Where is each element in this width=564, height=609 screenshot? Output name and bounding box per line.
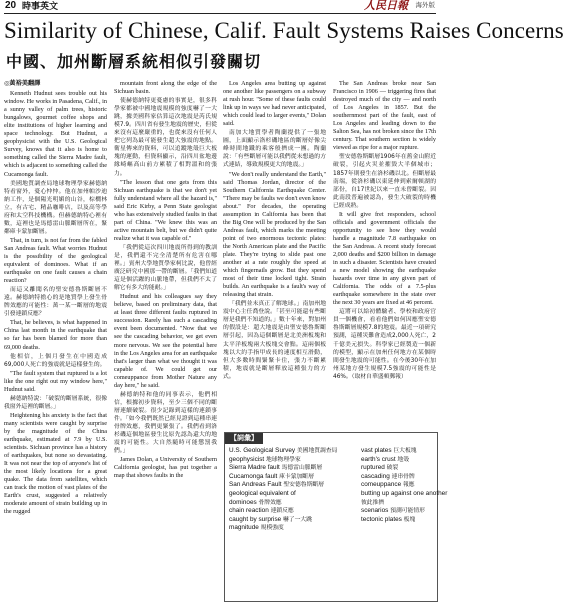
vocab-term: tectonic plates — [361, 515, 402, 523]
paragraph: 美國地質調查局地球物理學家赫德納特看窗外，憂心忡忡。他在加州帕沙迪納工作，是個陽光明媚的山谷，棕櫚林立，有古宅、精品咖啡店，以及高等學府和太空科技機構。但赫德納特心裡有數，這裡也是馬德雷山脈斷層所在，緊鄰庫卡蒙加斷層。 — [4, 180, 107, 235]
vocabulary-title: 【詞彙】 — [225, 433, 263, 444]
paragraph: 而這又離聞名的聖安德魯斯斷層不遠。赫德納特擔心的是地質學上發生骨牌效應的可能性：萬一某一斷層的地震引發連鎖反應？ — [4, 287, 107, 318]
vocabulary-list-left — [229, 447, 357, 533]
vocab-term: U.S. Geological Survey — [229, 447, 296, 454]
vocab-translation: 預測可能情形 — [390, 508, 425, 515]
vocab-item — [229, 481, 357, 490]
vocab-term: Cucamonga fault — [229, 472, 278, 480]
vocab-term: geological equivalent of — [229, 489, 296, 497]
vocabulary-list-right — [361, 447, 448, 524]
paragraph: 赫德納特和他的同事表示，他們相信，根據初步資料，至少三個不同的斷層連續破裂。很少記錄到這樣的連鎖事件。「如今我們既然已經見證到這種串連骨牌效應，我們更緊張了。我們看到洛杉磯這個地區發生比原先認為還大的地震的可能性。大自然隨時可能懲罰我們。」 — [114, 391, 217, 455]
paragraph: 赫德納特說：「破裂的斷層系統，很像我窗外這裡的斷層。」 — [4, 395, 107, 410]
section-name: 時事英文 — [22, 1, 59, 11]
vocab-translation: 地球物理學家 — [265, 456, 301, 463]
vocab-term: San Andreas Fault — [229, 481, 282, 489]
vocab-translation: 規模強度 — [260, 525, 284, 532]
vocab-item — [229, 464, 357, 473]
paragraph: James Dolan, a University of Southern California geologist, has put together a map that shows faults in the — [114, 456, 217, 480]
vocab-item — [361, 481, 435, 490]
paragraph: 他相信，上個月發生在中國造成69,000人死亡的強震就是這樣發生的。 — [4, 353, 107, 368]
vocab-translation: 彼此推擠 — [361, 499, 385, 506]
vocab-item — [229, 447, 357, 456]
article-column-3 — [223, 80, 326, 380]
vocab-term: ruptured — [361, 464, 385, 472]
vocab-term: caught by surprise — [229, 515, 282, 523]
page-number: 20 — [5, 0, 17, 11]
vocab-translation: 馬德雷山脈斷層 — [281, 465, 323, 472]
vocabulary-box — [224, 432, 448, 602]
paragraph: It will give fret responders, school officials and government officials the opportunity to see how they would handle a magnitude 7.8 earthquake on the San Andreas. A recent study forecast 2,000 deaths and $200 billion in damage in such a disaster. Scientists have created a new model showing the earthquake hazards over time in any given part of California. The odds of a 7.5-plus earthquake somewhere in the state over the next 30 years are fixed at 46 percent. — [333, 210, 436, 307]
vocab-item — [361, 499, 435, 508]
paragraph: "The fault system that ruptured is a lot like the one right out my window here," Hudnut said. — [4, 369, 107, 393]
paragraph: Los Angeles area butting up against one another like passengers on a subway at rush hour. "Some of these faults could link up in ways we had never anticipated, which could lead to larger events," Dolan said. — [223, 80, 326, 128]
vocab-item — [229, 507, 357, 516]
paragraph: Kenneth Hudnut sees trouble out his window. He works in Pasadena, Calif., in a sunny valley of palm trees, historic bungalows, gourmet coffee shops and elite institutions of higher learning and space technology. But Hudnut, a geophysicist with the U.S. Geological Survey, knows that it also is home to something called the Sierra Madre fault, which is adjacent to something called the Cucamonga fault. — [4, 90, 107, 178]
vocab-term: dominoes — [229, 498, 257, 506]
vocab-translation: 報應 — [402, 482, 415, 489]
paragraph: 這將可以給初體驗者、學校和政府官員一個機會，看看他們如何因應聖安德魯斯斷層規模7.8的地震。最近一項研究預測，這種災難會造成2,000人死亡，2千億美元損失。科學家已經製造一個新的模型，顯示在加州任何地方在某個時間發生地震的可能性。在今後30年在加州某地方發生規模7.5強震的可能性是46%。（取材自華盛頓郵報） — [333, 309, 436, 380]
vocab-item — [361, 456, 435, 465]
vocab-translation: 美國地質調查局 — [296, 448, 338, 454]
vocab-term: comeuppance — [361, 481, 402, 489]
vocab-translation: 地殼 — [397, 456, 409, 463]
masthead-logo: 人民日報 — [364, 0, 408, 12]
article-column-1 — [4, 80, 107, 600]
paragraph: The San Andreas broke near San Francisco in 1906 — triggering fires that destroyed much of the city — and north of Los Angeles in 1857. But the southernmost part of the fault, east of Los Angeles and leading down to the Salton Sea, has not broken since the 17th century. That southern section is widely viewed as ripe for a major rupture. — [333, 80, 436, 152]
vocab-translation: 破裂 — [386, 465, 399, 472]
vocab-term: geophysicist — [229, 455, 265, 463]
paragraph: 聖安德魯斯斷層1906年在舊金山附近破裂，引起火災並摧毀大半個城市；1857年則發生在洛杉磯以北。但斷層最南端，從洛杉磯以東延伸到索爾頓湖的部份，自17世紀以來一直未曾斷裂。因此南段普遍被認為，發生大破裂的時機已經成熟。 — [333, 154, 436, 209]
article-column-2 — [114, 80, 217, 600]
vocab-item — [229, 456, 357, 465]
vocab-term: Sierra Madre fault — [229, 464, 280, 472]
vocab-item — [361, 507, 435, 516]
vocab-translation: 庫卡蒙加斷層 — [279, 473, 314, 480]
paragraph: That, he believes, is what happened in China last month in the earthquake that so far has been blamed for more than 69,000 deaths. — [4, 319, 107, 351]
vocab-term: magnitude — [229, 524, 259, 532]
vocab-term: butting up against one another — [361, 489, 448, 497]
paragraph: 使赫德納特更憂慮的事實是，很多科學家都被中國地震規模的強度嚇了一大跳，據美國科家估算這次地震是芮氏規模7.9。四川省有發生地震的歷史，但從來沒有這麼嚴重的，也從來沒有任何人把它列為最可能發生超大強震的地點。衛星傳來的資料，可以追蹤地殼巨大板塊的運動，但資料顯示，沿四川盆地邊緣崎嶇高山前方累積了相對溫和的張力。 — [114, 98, 217, 177]
paragraph: mountain front along the edge of the Sichuan basin. — [114, 80, 217, 96]
vocab-term: earth's crust — [361, 455, 396, 463]
paragraph: That, in turn, is not far from the fabled San Andreas fault. What worries Hudnut is the possibility of the geological equivalent of dominoes. What if an earthquake on one fault causes a chain reaction? — [4, 236, 107, 285]
vocab-translation: 聖安德魯斯斷層 — [283, 482, 324, 489]
vocab-translation: 連串骨牌 — [391, 473, 415, 480]
paragraph: "We don't really understand the Earth," said Thomas Jordan, director of the Southern California Earthquake Center. "There may be faults we don't even know about." For decades, the operating assumption in California has been that the Big One will be produced by the San Andreas fault, which marks the meeting point of two enormous tectonic plates: the North American plate and the Pacific plate. They're trying to slide past one another at a rate roughly the speed at which fingernails grow. But they spend most of their time locked tight. Strain builds. An earthquake is a fault's way of releasing that strain. — [223, 170, 326, 299]
vocab-translation: 嚇了一大跳 — [283, 516, 312, 523]
vocab-term: vast plates — [361, 447, 392, 454]
paragraph: 「我們從這次四川地震所得到的教訓是，我們還不完全清楚所有危害在哪裡。」賓州大學地質學家柯比說，他曾經廣泛研究中國那一帶的斷層。「我們知道這是個活躍的山脈地帶，但我們不太了解它有多大的能耐。」 — [114, 244, 217, 292]
vocab-item — [229, 490, 357, 499]
paragraph: 南加大地質學者陶蘭提供了一張地圖，上面顯示洛杉磯地區的斷層好像尖峰時間地鐵的乘客般擠成一團。陶蘭說：「有些斷層可能以我們從未想過的方式連結，導致規模更大的地震。」 — [223, 130, 326, 169]
vocab-item — [229, 524, 357, 533]
byline: ◎黃裕美翻譯 — [4, 80, 41, 87]
edition-label: 海外版 — [415, 2, 435, 9]
paragraph: Hudnut and his colleagues say they believe, based on preliminary data, that at least three different faults ruptured in succession. Rarely has such a cascading event been documented. "Now that we see the cascading behavior, we get even more nervous. We see the potential here in the Los Angeles area for an earthquake that's larger than what we thought it was capable of. We could get our comeuppance from Mother Nature any day here," he said. — [114, 293, 217, 389]
vocab-translation: 連鎖反應 — [270, 508, 294, 515]
vocab-item — [229, 499, 357, 508]
vocab-item — [361, 489, 448, 499]
paragraph: "The lesson that one gets from this Sichuan earthquake is that we don't yet fully understand where all the hazard is," said Eric Kirby, a Penn State geologist who has extensively studied faults in that part of China. "We knew this was an active mountain belt, but we didn't quite realize what it was capable of." — [114, 178, 217, 242]
page-header — [4, 0, 436, 14]
vocab-term: chain reaction — [229, 507, 269, 515]
article-column-4 — [333, 80, 436, 470]
vocab-term: scenarios — [361, 507, 389, 515]
vocab-translation: 巨大板塊 — [393, 448, 417, 454]
vocab-item — [361, 447, 435, 456]
vocab-translation: 板塊 — [403, 516, 416, 523]
headline: Similarity of Chinese, Calif. Fault Systems Raises Concerns — [4, 18, 564, 43]
vocab-translation: 骨牌效應 — [258, 499, 282, 506]
chinese-headline: 中國、加州斷層系統相似引發關切 — [6, 52, 262, 71]
paragraph: 「我們並未真正了解地球。」南加州地震中心主任喬登說。「甚至可能還有些斷層是我們不知道的。」數十年來，對加州的假設是：超大地震是由聖安德魯斯斷層引起，因為這個斷層是北美洲板塊和太平洋板塊兩大板塊交會點。這兩個板塊以大約手指甲成長的速度相互滑動，但大多數時間緊緊卡住，張力不斷累積，地震就是斷層釋放這種張力的方式。 — [223, 301, 326, 380]
paragraph: Heightening his anxiety is the fact that many scientists were caught by surprise by the magnitude of the China earthquake, estimated at 7.9 by U.S. scientists. Sichuan province has a history of earthquakes, but none so devastating. It was not near the top of anyone's list of the most likely locations for a great quake. The data from satellites, which can track the motion of vast plates of the Earth's crust, suggested a relatively moderate amount of strain building up in the rugged — [4, 411, 107, 516]
vocab-item — [361, 516, 435, 525]
vocab-item — [361, 464, 435, 473]
vocab-term: cascading — [361, 472, 390, 480]
